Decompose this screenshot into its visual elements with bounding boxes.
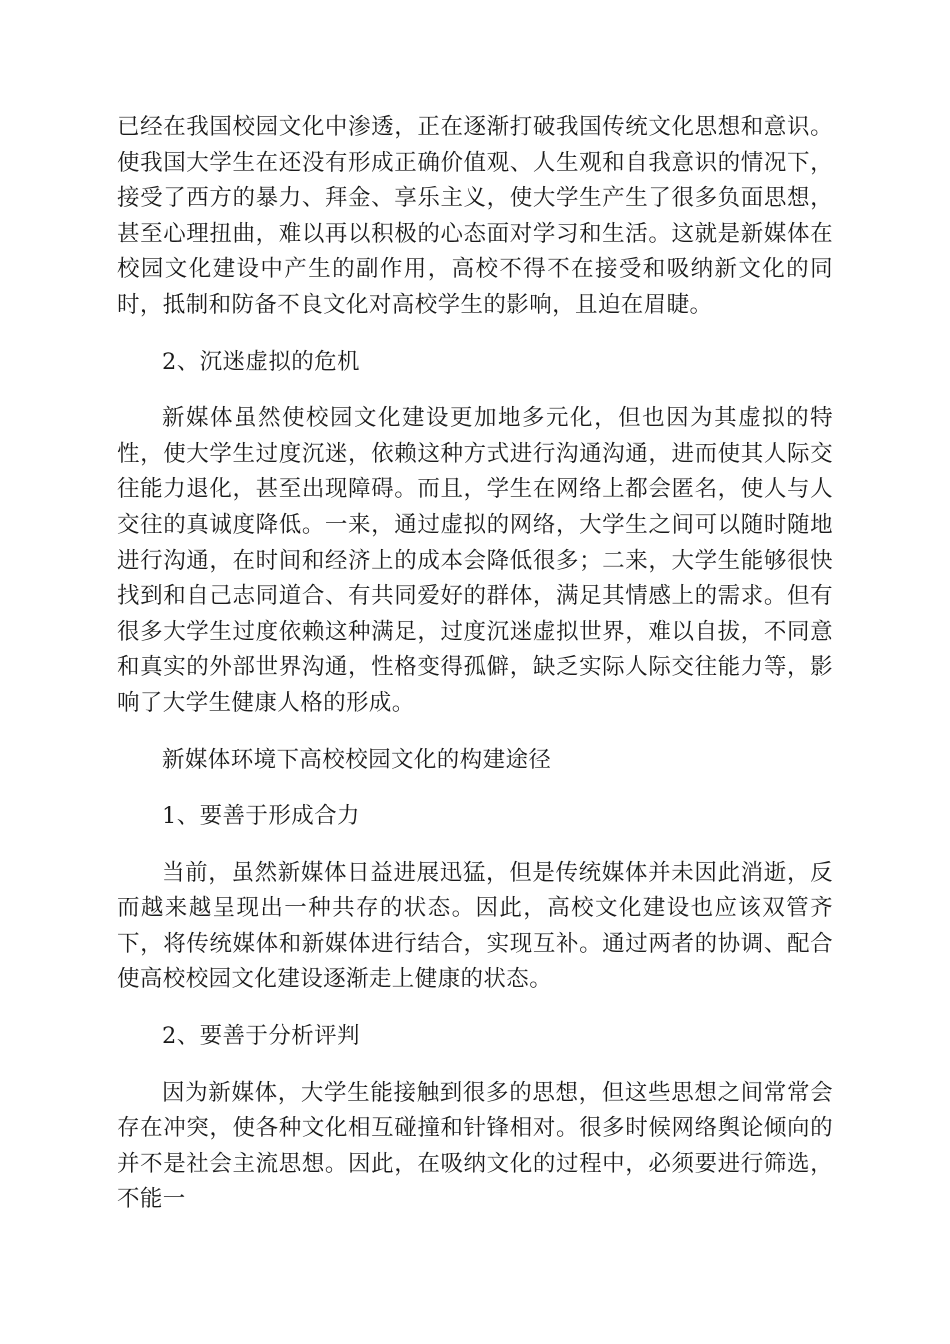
- section-heading: 2、要善于分析评判: [162, 1023, 360, 1050]
- body-paragraph: 已经在我国校园文化中渗透，正在逐渐打破我国传统文化思想和意识。使我国大学生在还没有形成正确价值观、人生观和自我意识的情况下，接受了西方的暴力、拜金、享乐主义，使大学生产生了很多负面思想，甚至心理扭曲，难以再以积极的心态面对学习和生活。这就是新媒体在校园文化建设中产生的副作用，高校不得不在接受和吸纳新文化的同时，抵制和防备不良文化对高校学生的影响，且迫在眉睫。: [117, 114, 833, 318]
- document-page: [117, 110, 833, 1239]
- body-paragraph: 新媒体虽然使校园文化建设更加地多元化，但也因为其虚拟的特性，使大学生过度沉迷，依赖这种方式进行沟通沟通，进而使其人际交往能力退化，甚至出现障碍。而且，学生在网络上都会匿名，使人与人交往的真诚度降低。一来，通过虚拟的网络，大学生之间可以随时随地进行沟通，在时间和经济上的成本会降低很多；二来，大学生能够很快找到和自己志同道合、有共同爱好的群体，满足其情感上的需求。但有很多大学生过度依赖这种满足，过度沉迷虚拟世界，难以自拔，不同意和真实的外部世界沟通，性格变得孤僻，缺乏实际人际交往能力等，影响了大学生健康人格的形成。: [117, 405, 833, 716]
- section-heading: 新媒体环境下高校校园文化的构建途径: [162, 746, 552, 773]
- body-paragraph: 因为新媒体，大学生能接触到很多的思想，但这些思想之间常常会存在冲突，使各种文化相互碰撞和针锋相对。很多时候网络舆论倾向的并不是社会主流思想。因此，在吸纳文化的过程中，必须要进行筛选，不能一: [117, 1079, 833, 1213]
- section-heading: 2、沉迷虚拟的危机: [162, 348, 360, 375]
- body-paragraph: 当前，虽然新媒体日益进展迅猛，但是传统媒体并未因此消逝，反而越来越呈现出一种共存的状态。因此，高校文化建设也应该双管齐下，将传统媒体和新媒体进行结合，实现互补。通过两者的协调、配合使高校校园文化建设逐渐走上健康的状态。: [117, 859, 833, 993]
- section-heading: 1、要善于形成合力: [162, 803, 360, 830]
